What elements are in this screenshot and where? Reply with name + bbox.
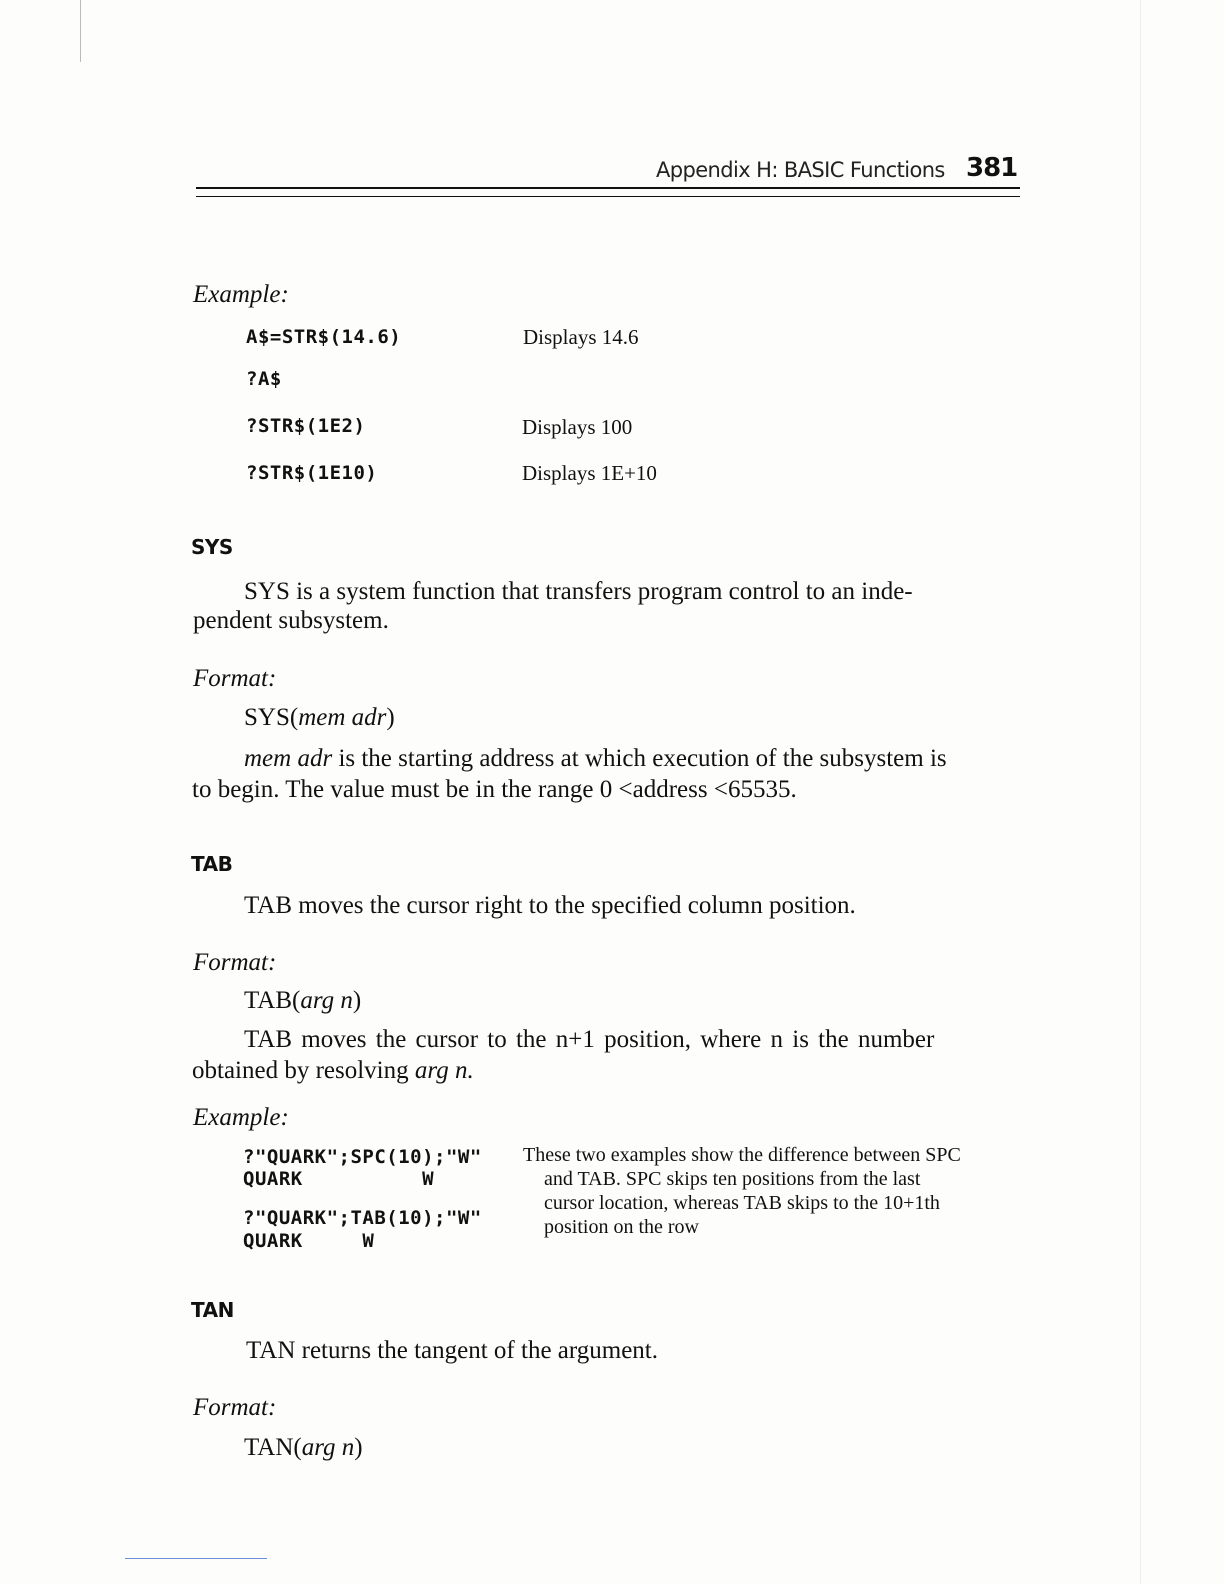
tab-detail-line-1: TAB moves the cursor to the n+1 position, where n is the number (244, 1026, 935, 1053)
tab-format-arg: arg n (300, 987, 353, 1014)
header-rule-top (196, 187, 1020, 189)
tab-description: TAB moves the cursor right to the specified column position. (244, 892, 856, 919)
tab-format-fn: TAB( (244, 987, 301, 1014)
str-example-comment-1: Displays 14.6 (523, 325, 639, 349)
tab-example-note-line-4: position on the row (544, 1216, 699, 1238)
sys-format-label: Format: (193, 665, 277, 692)
tan-description: TAN returns the tangent of the argument. (246, 1337, 658, 1364)
sys-format-fn: SYS( (244, 704, 299, 731)
tab-detail-start: obtained by resolving (192, 1057, 415, 1084)
sys-detail-line-1 (244, 745, 947, 773)
str-example-code-2: ?A$ (246, 368, 282, 390)
tab-format-label: Format: (193, 949, 277, 976)
tab-example-note-line-3: cursor location, whereas TAB skips to the 10+1th (544, 1192, 940, 1214)
sys-detail-line-2: to begin. The value must be in the range 0 <address <65535. (192, 776, 797, 803)
scan-edge-left (80, 0, 81, 62)
tab-example-note-line-2: and TAB. SPC skips ten positions from the last (544, 1168, 921, 1190)
scan-mark-bottom (125, 1558, 267, 1559)
str-example-code-1: A$=STR$(14.6) (246, 326, 402, 348)
running-title: Appendix H: BASIC Functions (656, 158, 945, 182)
tan-format-close: ) (354, 1434, 363, 1461)
sys-detail-rest: is the starting address at which execution of the subsystem is (332, 745, 947, 772)
section-heading-sys: SYS (191, 535, 233, 559)
section-heading-tab: TAB (191, 852, 233, 876)
tab-detail-arg: arg n. (414, 1057, 474, 1084)
tan-format-label: Format: (193, 1394, 277, 1421)
tab-example-label: Example: (193, 1104, 289, 1131)
tan-format-arg: arg n (301, 1434, 355, 1461)
tab-detail-line-2 (192, 1057, 474, 1085)
tan-format-syntax (244, 1434, 363, 1462)
str-example-comment-4: Displays 1E+10 (522, 461, 657, 485)
tab-example-output-1: QUARK W (243, 1168, 435, 1190)
str-example-label: Example: (193, 281, 289, 308)
str-example-comment-3: Displays 100 (522, 415, 633, 439)
sys-description-line-1: SYS is a system function that transfers program control to an inde- (244, 578, 913, 605)
tab-format-syntax (244, 987, 361, 1015)
str-example-code-3: ?STR$(1E2) (246, 415, 366, 437)
sys-format-syntax (244, 704, 395, 732)
header-rule-bottom (196, 196, 1020, 197)
tab-example-note-line-1: These two examples show the difference between SPC (523, 1144, 961, 1166)
sys-description-line-2: pendent subsystem. (193, 607, 389, 634)
scan-edge-right (1140, 0, 1141, 1584)
tab-example-code-1: ?"QUARK";SPC(10);"W" (243, 1146, 482, 1168)
tan-format-fn: TAN( (244, 1434, 302, 1461)
tab-example-code-2: ?"QUARK";TAB(10);"W" (243, 1207, 482, 1229)
page-number: 381 (966, 153, 1018, 183)
str-example-code-4: ?STR$(1E10) (246, 462, 378, 484)
sys-format-close: ) (386, 704, 395, 731)
sys-detail-arg: mem adr (244, 745, 333, 772)
section-heading-tan: TAN (191, 1298, 234, 1322)
tab-format-close: ) (352, 987, 362, 1014)
sys-format-arg: mem adr (298, 704, 387, 731)
tab-example-output-2: QUARK W (243, 1230, 375, 1252)
